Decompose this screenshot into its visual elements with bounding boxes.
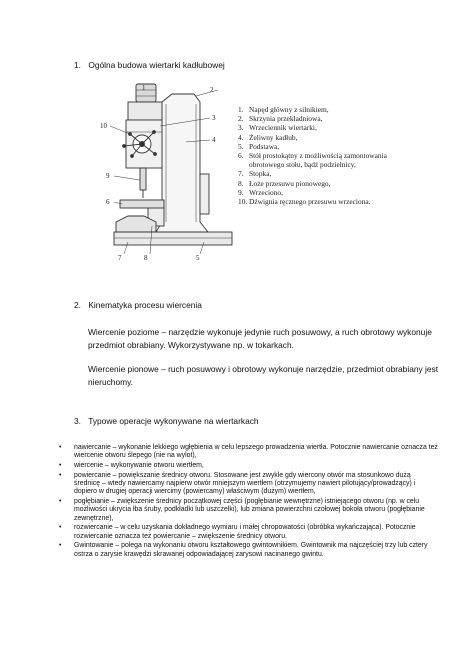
legend-item: 5. Podstawa,: [238, 141, 280, 151]
figure-legend: [238, 105, 388, 206]
section-2-heading: [74, 300, 202, 310]
section-2-number: 2.: [74, 300, 81, 310]
legend-item: 3. Wrzeciennik wiertarki,: [238, 123, 317, 133]
section-3-title: Typowe operacje wykonywane na wiertarkach: [88, 416, 259, 426]
list-item: • nawiercanie – wykonanie lekkiego wgłębienia w celu lepszego prowadzenia wiertła. Potocznie nawiercanie oznacza też wiercenie otworu ślepego (nie na wylot),: [59, 444, 438, 460]
section-3-heading: [74, 416, 259, 426]
figure-motor: [136, 84, 156, 102]
legend-item: 10. Dźwignia ręcznego przesuwu wrzeciona.: [238, 197, 371, 207]
list-item: • Gwintowanie – polega na wykonaniu otworu kształtowego gwintownikiem. Gwintownik ma najczęściej trzy lub cztery ostrza o zarysie krawędzi skrawanej odpowiadającej zarysowi nacinanego gwintu.: [59, 542, 428, 558]
legend-item: 2. Skrzynia przekładniowa,: [238, 114, 323, 124]
figure-table: [120, 200, 164, 208]
callout-5: 5: [196, 254, 200, 262]
legend-item: 4. Żeliwny kadłub,: [238, 132, 298, 142]
figure-spindle: [140, 168, 146, 190]
drill-press-figure: [100, 82, 236, 268]
callout-9: 9: [106, 172, 110, 180]
callout-8: 8: [144, 254, 148, 262]
section-1-heading: [74, 60, 225, 70]
list-item: • powiercanie – powiększanie średnicy otworu. Stosowane jest zwykle gdy wiercony otwór ma stosunkowo dużą średnicę – wtedy nawiercamy najpierw otwór mniejszym wiertłem (otrzymujemy nawiert pilotujący/prowadzący) i dopiero w drugiej operacji wiercimy (powiercamy) właściwym (dużym) wiertłem,: [59, 471, 416, 496]
operations-list: [59, 444, 438, 560]
legend-item: 6. Stół prostokątny z możliwością zamontowania obrotowego stołu, bądź podzielnicy,: [238, 151, 387, 170]
callout-4: 4: [212, 136, 216, 144]
legend-item: 9. Wrzeciono,: [238, 187, 283, 197]
section-3-number: 3.: [74, 416, 81, 426]
section-2-title: Kinematyka procesu wiercenia: [88, 300, 202, 310]
legend-item: 1. Napęd główny z silnikiem,: [238, 105, 329, 114]
section-1-number: 1.: [74, 60, 81, 70]
list-item: • wiercenie – wykonywanie otworu wiertłem,: [59, 461, 204, 469]
paragraph-horizontal-drilling: Wiercenie poziome – narzędzie wykonuje jedynie ruch posuwowy, a ruch obrotowy wykonuje przedmiot obrabiany. Wykorzystywane np. w tokarkach.: [88, 327, 432, 350]
section-1-title: Ogólna budowa wiertarki kadłubowej: [88, 60, 225, 70]
callout-10: 10: [100, 122, 107, 130]
figure-base: [114, 232, 232, 245]
paragraph-vertical-drilling: Wiercenie pionowe – ruch posuwowy i obrotowy wykonuje narzędzie, przedmiot obrabiany jest nieruchomy.: [88, 364, 439, 387]
callout-6: 6: [106, 198, 110, 206]
legend-item: 7. Stopka,: [238, 169, 272, 179]
list-item: • pogłębianie – zwiększenie średnicy początkowej części (pogłębianie wewnętrzne) istniejącego otworu (np. w celu możliwości ukrycia łba śruby, podkładki lub uszczelki), lub zmiana powierzchni czołowej bokoła otworu (pogłębianie zewnętrzne),: [59, 497, 425, 522]
callout-7: 7: [118, 254, 122, 262]
figure-gearbox: [128, 102, 162, 120]
callout-1: 1: [142, 84, 146, 92]
legend-item: 8. Łoże przesuwu pionowego,: [238, 178, 331, 188]
callout-2: 2: [210, 86, 214, 94]
callout-3: 3: [212, 114, 216, 122]
list-item: • rozwiercanie – w celu uzyskania dokładnego wymiaru i małej chropowatości (obróbka wykańczająca). Potocznie rozwiercanie oznacza też powiercanie – zwiększenie średnicy otworu.: [59, 524, 416, 540]
